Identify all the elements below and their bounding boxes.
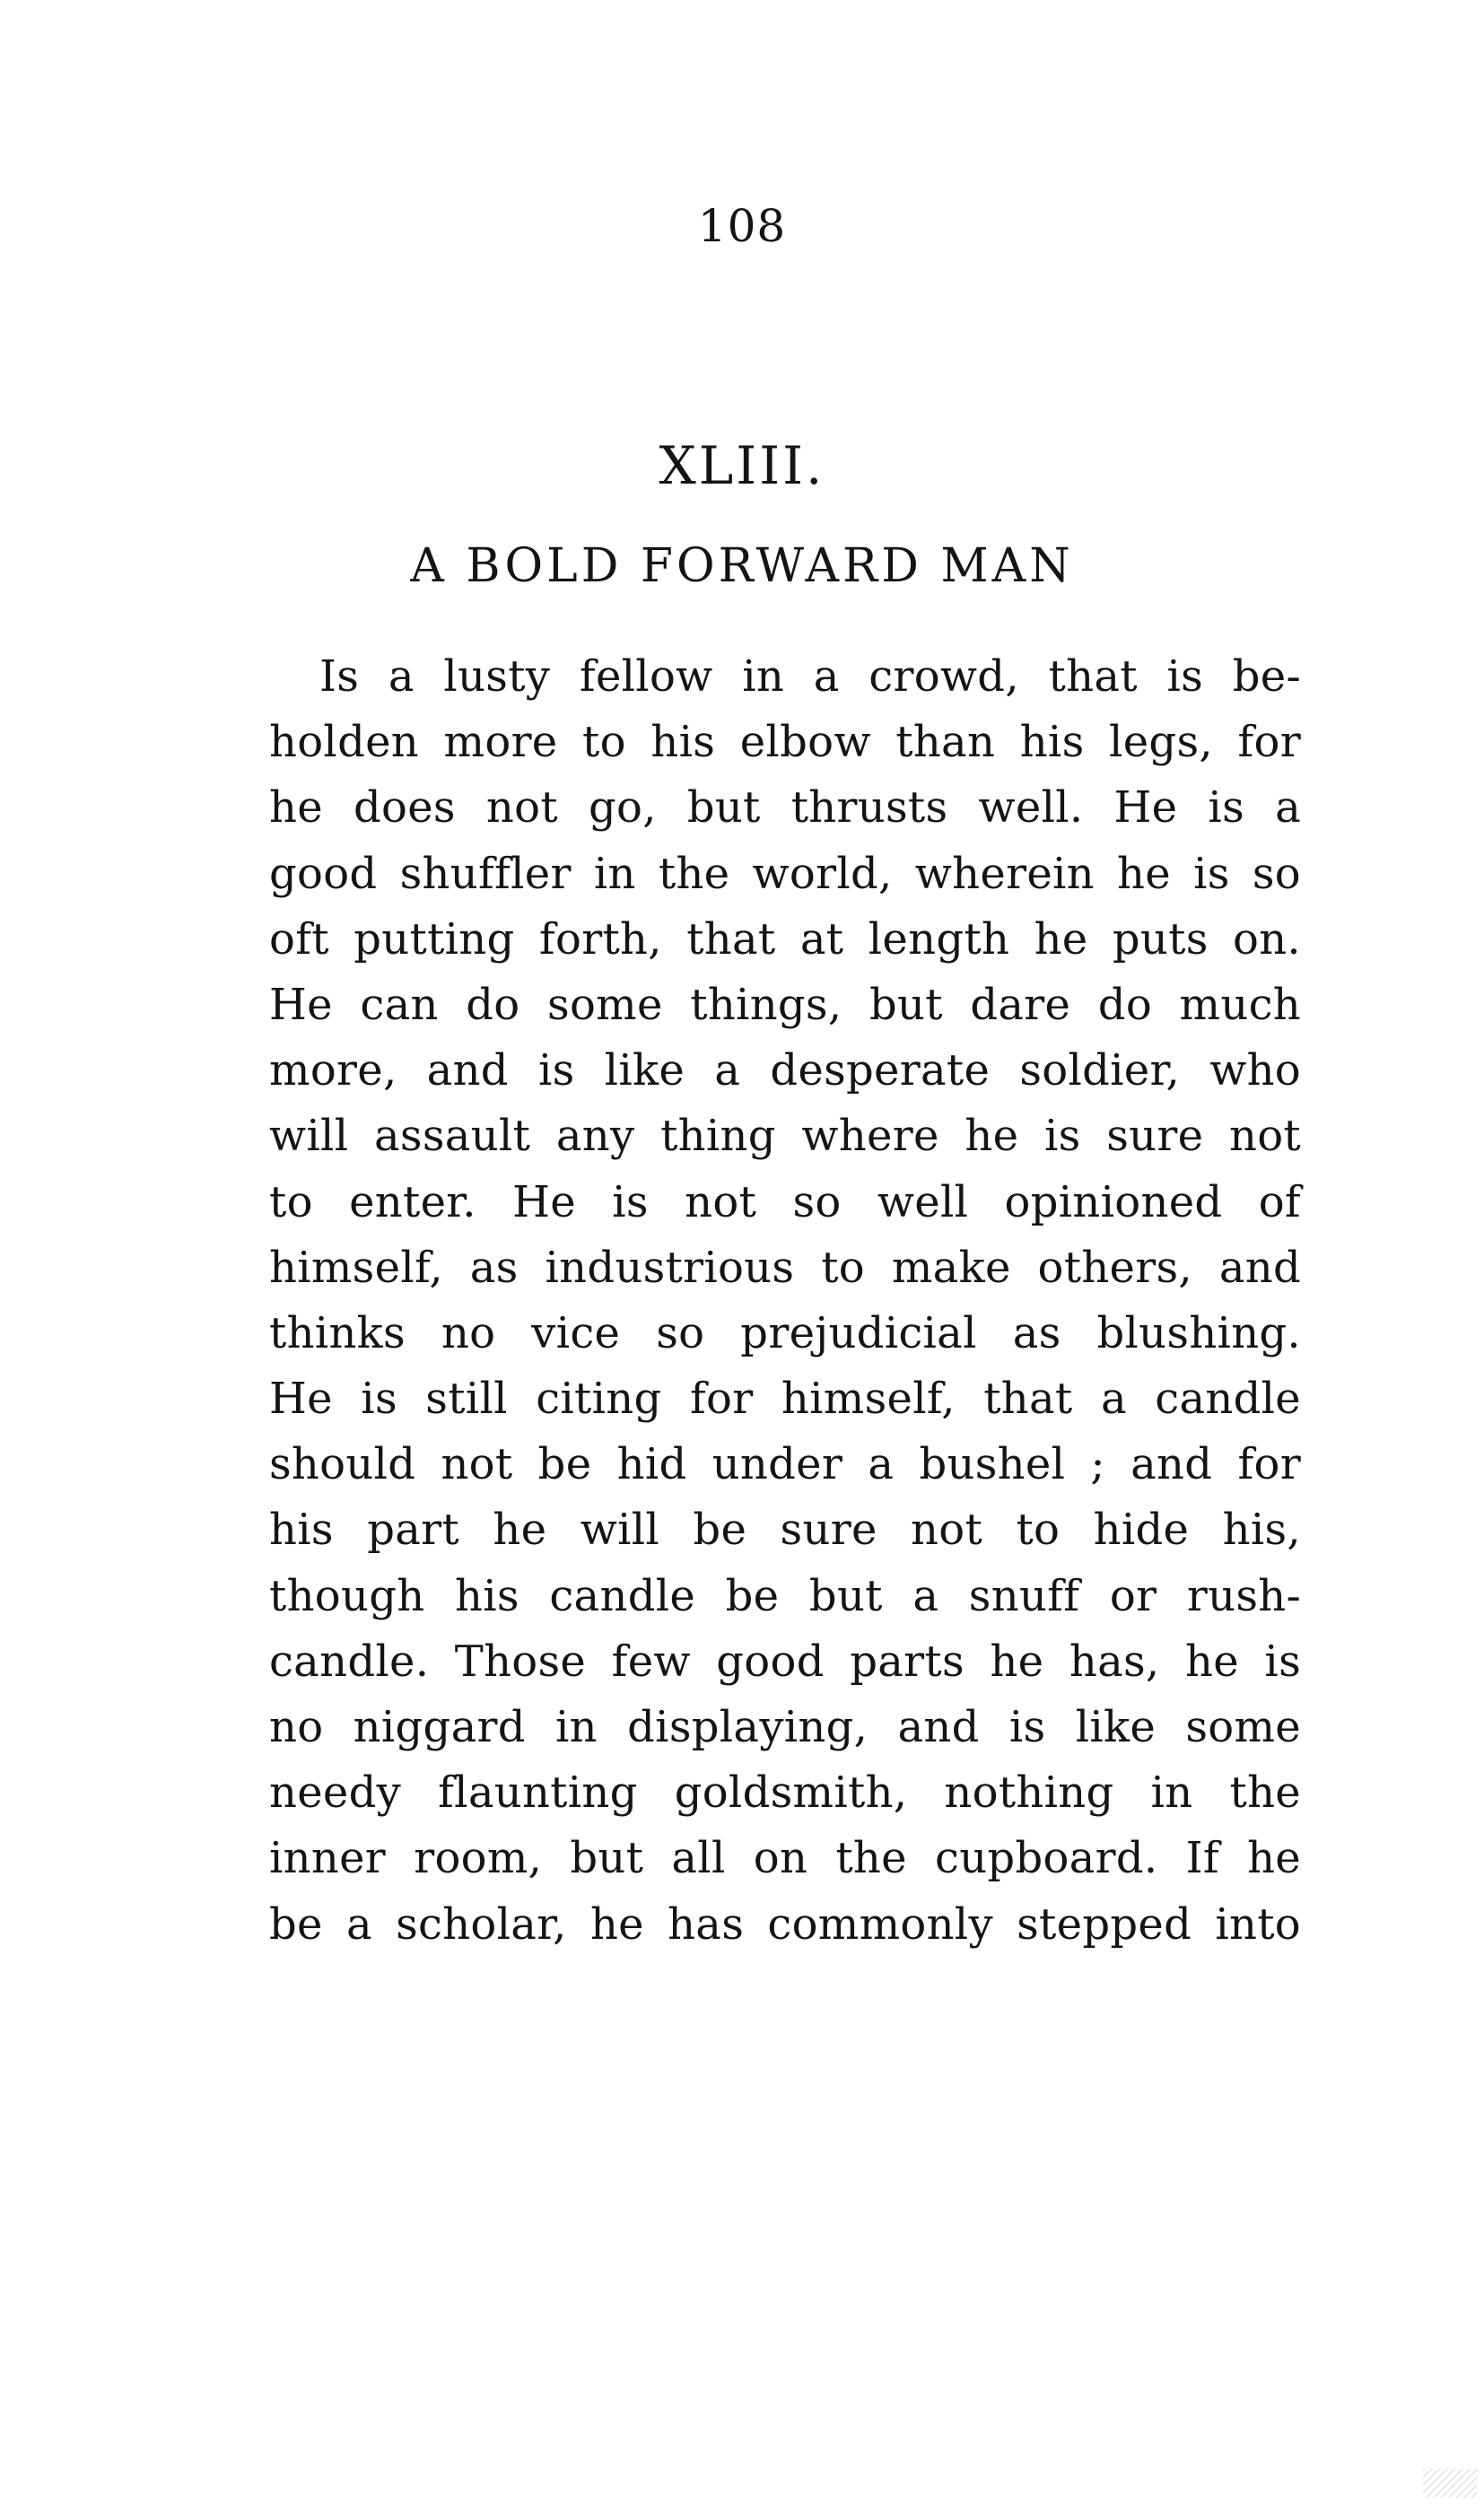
scan-corner-mark: [1423, 2469, 1477, 2498]
text-line: will assault any thing where he is sure not: [269, 1111, 1301, 1162]
text-line: to enter. He is not so well opinioned of: [269, 1176, 1301, 1227]
text-line: needy flaunting goldsmith, nothing in the: [269, 1767, 1301, 1819]
chapter-title: A BOLD FORWARD MAN: [410, 539, 1074, 593]
text-line: his part he will be sure not to hide his,: [269, 1505, 1301, 1556]
text-line: himself, as industrious to make others, and: [269, 1242, 1301, 1293]
text-line: be a scholar, he has commonly stepped into: [269, 1898, 1301, 1950]
body-text: [269, 644, 1301, 1958]
page-number: 108: [697, 200, 787, 252]
chapter-number: XLIII.: [659, 435, 825, 496]
text-line: though his candle be but a snuff or rush-: [269, 1570, 1301, 1621]
text-line: He is still citing for himself, that a candle: [269, 1374, 1301, 1425]
text-line: holden more to his elbow than his legs, for: [269, 717, 1301, 768]
text-line: he does not go, but thrusts well. He is a: [269, 782, 1301, 834]
text-line: should not be hid under a bushel ; and for: [269, 1439, 1301, 1490]
text-line: oft putting forth, that at length he puts on.: [269, 913, 1301, 964]
text-line: Is a lusty fellow in a crowd, that is be-: [319, 651, 1301, 702]
text-line: good shuffler in the world, wherein he is so: [269, 848, 1301, 899]
text-line: inner room, but all on the cupboard. If he: [269, 1833, 1301, 1884]
text-line: He can do some things, but dare do much: [269, 979, 1301, 1030]
text-line: no niggard in displaying, and is like some: [269, 1702, 1301, 1752]
text-line: thinks no vice so prejudicial as blushing.: [269, 1307, 1301, 1358]
text-line: candle. Those few good parts he has, he is: [269, 1636, 1301, 1687]
text-line: more, and is like a desperate soldier, who: [269, 1045, 1301, 1096]
